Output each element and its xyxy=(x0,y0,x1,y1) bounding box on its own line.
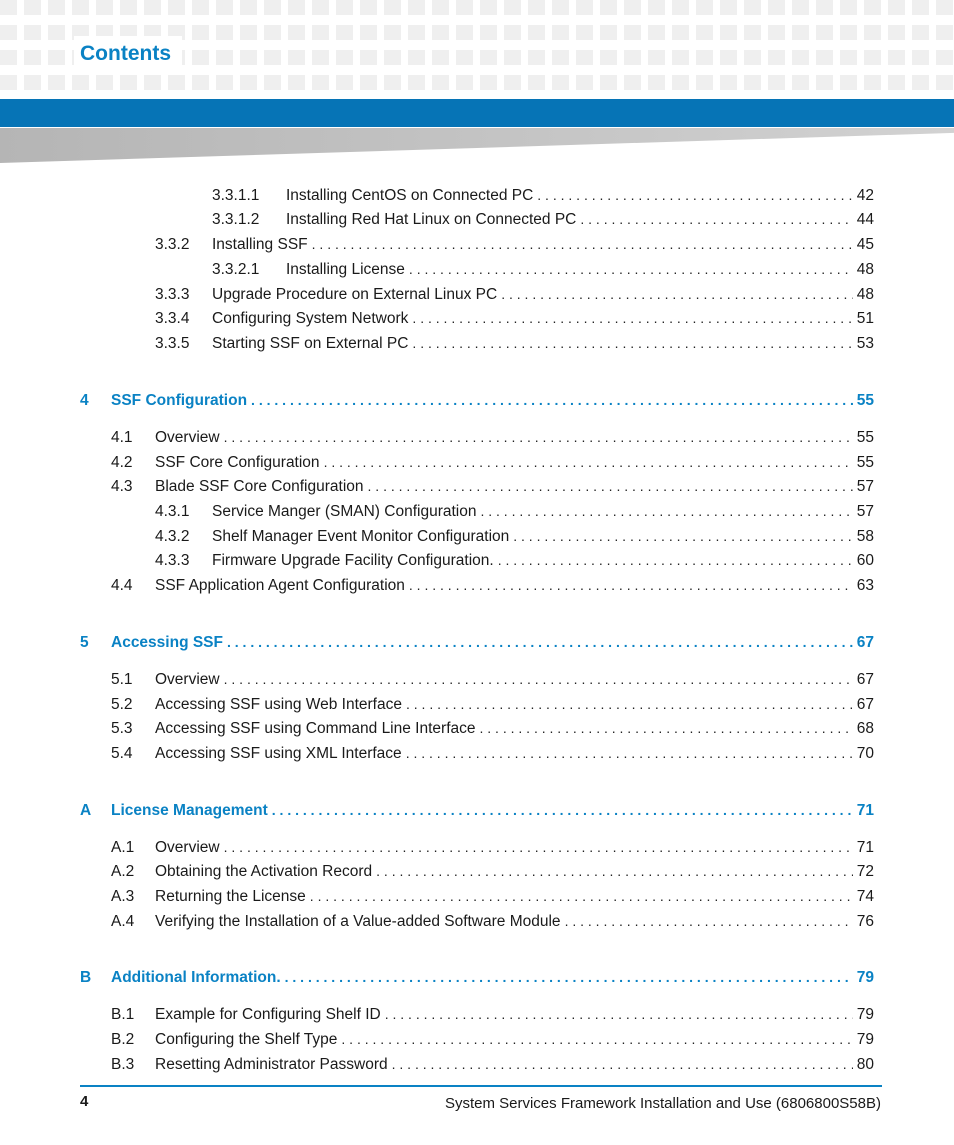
toc-entry-number: 4 xyxy=(80,392,89,409)
toc-entry[interactable] xyxy=(155,307,874,329)
toc-entry-title: Installing CentOS on Connected PC xyxy=(286,187,534,204)
page-title: Contents xyxy=(80,42,171,65)
toc-entry[interactable] xyxy=(80,966,874,988)
toc-entry-number: A.4 xyxy=(111,913,135,930)
footer-page-number: 4 xyxy=(80,1093,89,1110)
toc-entry-title: Verifying the Installation of a Value-added Software Module xyxy=(155,913,561,930)
toc-entry-title: Overview xyxy=(155,839,220,856)
toc-entry[interactable] xyxy=(155,549,874,571)
toc-entry-title: SSF Core Configuration xyxy=(155,454,320,471)
toc-entry-title: Firmware Upgrade Facility Configuration. xyxy=(212,552,494,569)
toc-dot-leader xyxy=(385,1003,853,1025)
toc-entry-number: 3.3.2 xyxy=(155,236,190,253)
toc-entry-page: 55 xyxy=(856,429,874,446)
toc-entry-title: Additional Information. xyxy=(111,969,281,986)
toc-entry[interactable] xyxy=(80,799,874,821)
toc-entry-page: 57 xyxy=(856,503,874,520)
toc-entry-page: 55 xyxy=(856,392,874,409)
toc-dot-leader xyxy=(224,836,853,858)
toc-entry-number: 4.3 xyxy=(111,478,133,495)
toc-entry-page: 76 xyxy=(856,913,874,930)
toc-entry-title: SSF Application Agent Configuration xyxy=(155,577,405,594)
toc-dot-leader xyxy=(285,966,853,988)
toc-entry-number: B xyxy=(80,969,92,986)
toc-entry-number: 4.3.3 xyxy=(155,552,190,569)
toc-dot-leader xyxy=(537,184,852,206)
toc-entry-number: 5 xyxy=(80,634,89,651)
toc-entry-number: B.3 xyxy=(111,1056,135,1073)
toc-entry-title: Returning the License xyxy=(155,888,306,905)
toc-dot-leader xyxy=(480,500,852,522)
toc-entry-page: 71 xyxy=(856,839,874,856)
toc-entry[interactable] xyxy=(212,258,874,280)
toc-entry-title: Upgrade Procedure on External Linux PC xyxy=(212,286,498,303)
toc-dot-leader xyxy=(310,885,853,907)
toc-entry[interactable] xyxy=(111,574,874,596)
toc-entry-number: 4.3.1 xyxy=(155,503,190,520)
toc-entry-number: 3.3.1.1 xyxy=(212,187,260,204)
toc-entry-page: 53 xyxy=(856,335,874,352)
toc-entry[interactable] xyxy=(111,693,874,715)
toc-dot-leader xyxy=(368,475,853,497)
toc-entry-title: Accessing SSF xyxy=(111,634,223,651)
toc-entry-page: 45 xyxy=(856,236,874,253)
toc-entry-page: 71 xyxy=(856,802,874,819)
toc-entry-page: 67 xyxy=(856,696,874,713)
toc-entry-number: 4.2 xyxy=(111,454,133,471)
toc-entry-number: 3.3.5 xyxy=(155,335,190,352)
toc-dot-leader xyxy=(376,860,853,882)
toc-entry-page: 63 xyxy=(856,577,874,594)
toc-entry[interactable] xyxy=(111,742,874,764)
toc-entry-number: 5.4 xyxy=(111,745,133,762)
toc-entry-page: 42 xyxy=(856,187,874,204)
toc-entry-page: 48 xyxy=(856,286,874,303)
toc-dot-leader xyxy=(341,1028,852,1050)
toc-entry-title: Installing SSF xyxy=(212,236,308,253)
toc-entry-page: 60 xyxy=(856,552,874,569)
toc-entry-title: Accessing SSF using XML Interface xyxy=(155,745,402,762)
toc-entry[interactable] xyxy=(80,631,874,653)
footer-rule xyxy=(80,1085,882,1087)
toc-entry-page: 79 xyxy=(856,969,874,986)
toc-entry-page: 67 xyxy=(856,634,874,651)
toc-entry-number: 5.1 xyxy=(111,671,133,688)
toc-dot-leader xyxy=(224,668,853,690)
toc-dot-leader xyxy=(312,233,853,255)
toc-entry-page: 67 xyxy=(856,671,874,688)
toc-entry-page: 55 xyxy=(856,454,874,471)
toc-dot-leader xyxy=(324,451,853,473)
toc-dot-leader xyxy=(412,332,852,354)
toc-entry-title: SSF Configuration xyxy=(111,392,248,409)
toc-entry[interactable] xyxy=(111,451,874,473)
toc-entry-title: Starting SSF on External PC xyxy=(212,335,409,352)
toc-entry-number: A.2 xyxy=(111,863,135,880)
toc-entry-number: 3.3.3 xyxy=(155,286,190,303)
toc-dot-leader xyxy=(406,693,853,715)
toc-entry-page: 79 xyxy=(856,1031,874,1048)
toc-entry-title: Installing Red Hat Linux on Connected PC xyxy=(286,211,577,228)
toc-entry-page: 48 xyxy=(856,261,874,278)
toc-entry-title: Resetting Administrator Password xyxy=(155,1056,388,1073)
toc-dot-leader xyxy=(406,742,853,764)
toc-dot-leader xyxy=(480,717,853,739)
toc-entry-title: Configuring the Shelf Type xyxy=(155,1031,338,1048)
toc-entry-number: B.1 xyxy=(111,1006,135,1023)
toc-entry-number: 3.3.4 xyxy=(155,310,190,327)
toc-entry[interactable] xyxy=(111,885,874,907)
toc-entry[interactable] xyxy=(111,1028,874,1050)
toc-entry-title: Installing License xyxy=(286,261,405,278)
footer-document-title: System Services Framework Installation and Use (6806800S58B) xyxy=(444,1095,881,1112)
toc-dot-leader xyxy=(565,910,853,932)
toc-entry-page: 79 xyxy=(856,1006,874,1023)
toc-dot-leader xyxy=(412,307,852,329)
toc-entry-title: Overview xyxy=(155,429,220,446)
toc-entry-number: B.2 xyxy=(111,1031,135,1048)
toc-entry[interactable] xyxy=(111,1003,874,1025)
toc-entry-page: 68 xyxy=(856,720,874,737)
toc-entry[interactable] xyxy=(212,208,874,230)
toc-dot-leader xyxy=(251,389,853,411)
toc-entry-page: 57 xyxy=(856,478,874,495)
toc-entry[interactable] xyxy=(155,525,874,547)
toc-dot-leader xyxy=(409,258,853,280)
toc-entry-number: A xyxy=(80,802,92,819)
toc-dot-leader xyxy=(224,426,853,448)
toc-entry-page: 44 xyxy=(856,211,874,228)
toc-entry[interactable] xyxy=(155,283,874,305)
toc-entry-title: Shelf Manager Event Monitor Configuration xyxy=(212,528,510,545)
toc-dot-leader xyxy=(409,574,853,596)
toc-entry-title: Accessing SSF using Command Line Interface xyxy=(155,720,476,737)
toc-entry[interactable] xyxy=(111,860,874,882)
toc-entry[interactable] xyxy=(155,500,874,522)
toc-entry-page: 58 xyxy=(856,528,874,545)
toc-entry[interactable] xyxy=(111,475,874,497)
toc-entry[interactable] xyxy=(111,910,874,932)
toc-entry-page: 70 xyxy=(856,745,874,762)
toc-entry[interactable] xyxy=(212,184,874,206)
toc-entry-number: A.1 xyxy=(111,839,135,856)
toc-entry[interactable] xyxy=(111,668,874,690)
toc-entry-title: Blade SSF Core Configuration xyxy=(155,478,364,495)
toc-dot-leader xyxy=(498,549,853,571)
toc-entry-page: 72 xyxy=(856,863,874,880)
toc-entry-title: License Management xyxy=(111,802,268,819)
toc-entry-number: 4.4 xyxy=(111,577,133,594)
toc-entry[interactable] xyxy=(111,836,874,858)
toc-dot-leader xyxy=(227,631,853,653)
toc-entry-number: 4.1 xyxy=(111,429,133,446)
toc-entry-title: Obtaining the Activation Record xyxy=(155,863,373,880)
toc-entry-page: 80 xyxy=(856,1056,874,1073)
toc-entry-title: Service Manger (SMAN) Configuration xyxy=(212,503,477,520)
toc-entry-title: Example for Configuring Shelf ID xyxy=(155,1006,381,1023)
toc-dot-leader xyxy=(272,799,853,821)
toc-entry-number: 5.3 xyxy=(111,720,133,737)
toc-entry-number: 3.3.2.1 xyxy=(212,261,260,278)
toc-entry-page: 74 xyxy=(856,888,874,905)
toc-entry-title: Configuring System Network xyxy=(212,310,409,327)
toc-dot-leader xyxy=(392,1053,853,1075)
toc-entry-page: 51 xyxy=(856,310,874,327)
toc-dot-leader xyxy=(580,208,852,230)
toc-entry-number: 5.2 xyxy=(111,696,133,713)
toc-dot-leader xyxy=(513,525,853,547)
toc-entry-number: 3.3.1.2 xyxy=(212,211,260,228)
toc-entry-number: A.3 xyxy=(111,888,135,905)
toc-entry[interactable] xyxy=(111,426,874,448)
toc-entry[interactable] xyxy=(155,332,874,354)
toc-entry[interactable] xyxy=(80,389,874,411)
toc-entry[interactable] xyxy=(155,233,874,255)
toc-entry-number: 4.3.2 xyxy=(155,528,190,545)
toc-entry[interactable] xyxy=(111,1053,874,1075)
toc-entry-title: Accessing SSF using Web Interface xyxy=(155,696,402,713)
toc-dot-leader xyxy=(501,283,853,305)
toc-entry[interactable] xyxy=(111,717,874,739)
toc-entry-title: Overview xyxy=(155,671,220,688)
